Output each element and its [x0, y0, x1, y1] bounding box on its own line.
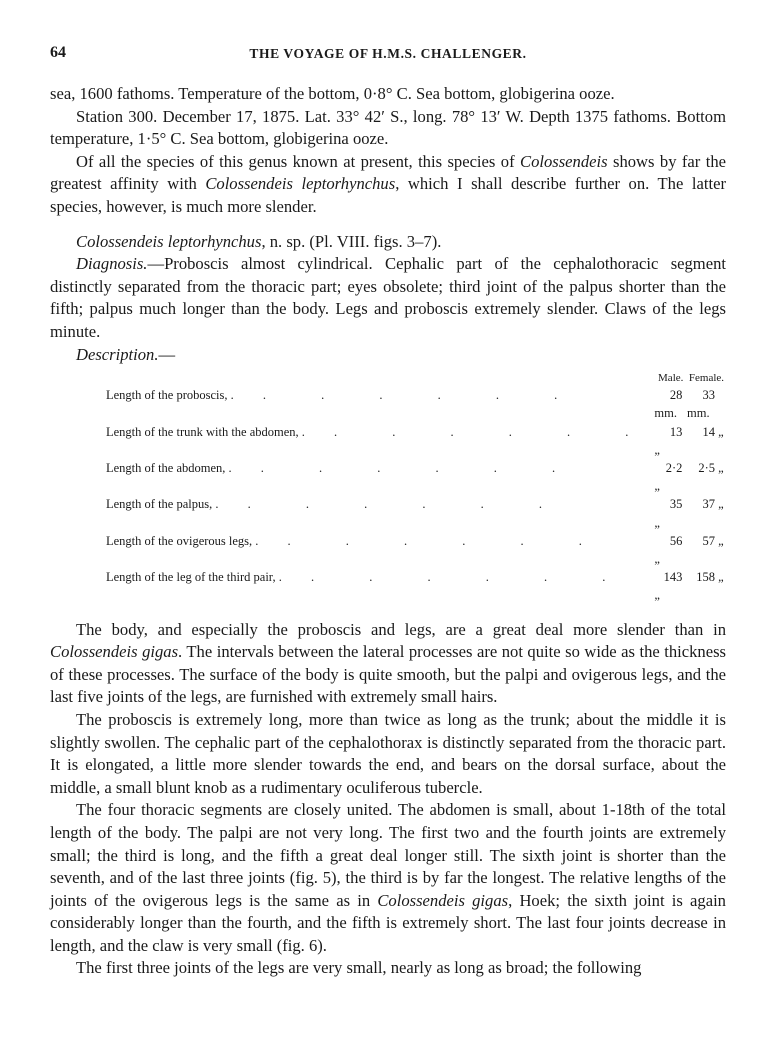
- page-header: [50, 42, 726, 64]
- species-heading-name: Colossendeis leptorhynchus: [76, 231, 262, 251]
- measurement-male-value: 56: [669, 533, 683, 548]
- page-body: [50, 83, 726, 980]
- text-run: Of all the species of this genus known at present, this species of: [76, 151, 520, 171]
- species-heading: [50, 231, 726, 254]
- page-number: 64: [50, 44, 66, 61]
- species-name: Colossendeis leptorhynchus: [205, 174, 396, 194]
- description-dash: —: [158, 344, 176, 364]
- measurement-male: [654, 495, 687, 531]
- measurement-female-value: 33: [702, 388, 715, 403]
- measurement-female-value: 2·5: [698, 460, 715, 475]
- text-run: . The intervals between the lateral processes are not quite so wide as the thickness of these processes. The surface of the body is quite smooth, but the palpi and ovigerous legs, and the last five joints of the legs, are furnished with extremely small hairs.: [50, 642, 726, 707]
- measurement-female: [687, 568, 726, 604]
- measurement-label: Length of the palpus, . . . . . . .: [106, 497, 568, 512]
- header-male: Male.: [658, 372, 684, 385]
- measurement-label: Length of the ovigerous legs, . . . . . . .: [106, 533, 608, 548]
- measurement-female-unit: „: [718, 533, 724, 548]
- measurement-male: [654, 459, 687, 495]
- header-female: Female.: [688, 372, 725, 385]
- measurement-male-unit: „: [654, 588, 660, 603]
- diagnosis-text: —Proboscis almost cylindrical. Cephalic part of the cephalothoracic segment distinctly separated from the thoracic part; eyes obsolete; third joint of the palpus shorter than the fifth; palpus much longer than the body. Legs and proboscis extremely slender. Claws of the legs minute.: [50, 254, 726, 341]
- measurement-female: [687, 386, 726, 422]
- measurement-female-unit: „: [718, 460, 724, 475]
- text-run: , Hoek; the sixth joint is again considerably longer than the fourth, and the fifth is extremely short. The last four joints decrease in length, and the claw is very small (fig. 6).: [50, 890, 726, 955]
- measurement-male-value: 13: [669, 424, 683, 439]
- measurement-female: [687, 532, 726, 568]
- measurement-female: [687, 423, 726, 459]
- description-heading: [76, 344, 726, 367]
- measurement-row: [106, 568, 726, 604]
- paragraph-station-300: Station 300. December 17, 1875. Lat. 33° 42′ S., long. 78° 13′ W. Depth 1375 fathoms. Bottom temperature, 1·5° C. Sea bottom, globigerina ooze.: [50, 106, 726, 149]
- paragraph-leg-joints: The first three joints of the legs are very small, nearly as long as broad; the following: [76, 958, 642, 978]
- measurement-row: [106, 459, 726, 495]
- measurement-female-value: 14: [702, 424, 715, 439]
- measurement-male: [654, 568, 687, 604]
- measurement-female-value: 57: [702, 533, 715, 548]
- measurement-male-value: 28: [669, 388, 683, 403]
- measurement-label: Length of the proboscis, . . . . . . .: [106, 388, 584, 403]
- measurements-table: [106, 370, 726, 604]
- paragraph-proboscis: The proboscis is extremely long, more than twice as long as the trunk; about the middle it is slightly swollen. The cephalic part of the cephalothorax is distinctly separated from the thoracic part. It is elongated, a little more slender towards the end, and bears on the dorsal surface, about the middle, a small blunt knob as a rudimentary oculiferous tubercle.: [50, 709, 726, 797]
- measurement-female-unit: „: [718, 570, 724, 585]
- measurement-male-value: 2·2: [665, 460, 683, 475]
- section-gap: [50, 219, 726, 231]
- measurement-label: Length of the leg of the third pair, . . . . . . .: [106, 570, 632, 585]
- text-run: The four thoracic segments are closely united. The abdomen is small, about 1-18th of the total length of the body. The palpi are not very long. The first two and the fourth joints are extremely small; the third is long, and the fifth a great deal longer still. The sixth joint is shorter than the seventh, and of the last three joints (fig. 5), the third is by far the longest. The relative lengths of the joints of the ovigerous legs is the same as in: [50, 800, 726, 910]
- measurement-male-value: 143: [663, 570, 683, 585]
- paragraph-affinity: [50, 151, 726, 219]
- leader-dots: . . . . . .: [233, 388, 584, 403]
- running-title: THE VOYAGE OF H.M.S. CHALLENGER.: [249, 46, 527, 61]
- header-label-col: [106, 370, 654, 386]
- measurement-female-unit: „: [718, 424, 724, 439]
- species-heading-suffix: , n. sp. (Pl. VIII. figs. 3–7).: [261, 231, 442, 251]
- measurement-male: [654, 532, 687, 568]
- measurement-female-value: 158: [696, 570, 715, 585]
- measurement-row: [106, 386, 726, 422]
- leader-dots: . . . . . .: [218, 497, 568, 512]
- measurement-row: [106, 423, 726, 459]
- text-run: The body, and especially the proboscis and legs, are a great deal more slender than in: [76, 619, 726, 639]
- measurement-label: Length of the abdomen, . . . . . . .: [106, 460, 582, 475]
- leader-dots: . . . . . .: [231, 460, 582, 475]
- measurement-female-unit: „: [718, 497, 724, 512]
- diagnosis-label: Diagnosis.: [76, 254, 148, 274]
- measurement-row: [106, 495, 726, 531]
- measurement-female-value: 37: [702, 497, 715, 512]
- paragraph-thoracic-segments: [50, 799, 726, 957]
- text-run: , which I shall describe further on. The latter species, however, is much more slender.: [50, 174, 726, 216]
- measurement-male-unit: „: [654, 442, 660, 457]
- species-name: Colossendeis gigas: [377, 890, 509, 910]
- measurement-female-unit: mm.: [687, 406, 710, 421]
- measurements-header-row: [106, 370, 726, 386]
- paragraph-station-depth: sea, 1600 fathoms. Temperature of the bottom, 0·8° C. Sea bottom, globigerina ooze.: [50, 84, 615, 103]
- measurement-row: [106, 532, 726, 568]
- diagnosis-paragraph: [50, 253, 726, 343]
- measurement-male: [654, 423, 687, 459]
- measurement-male-unit: „: [654, 551, 660, 566]
- measurement-label: Length of the trunk with the abdomen, . . . . . . .: [106, 424, 655, 439]
- measurement-male-unit: „: [654, 479, 660, 494]
- measurement-female: [687, 459, 726, 495]
- measurement-male-unit: „: [654, 515, 660, 530]
- measurement-male-unit: mm.: [654, 406, 677, 421]
- species-name: Colossendeis gigas: [50, 642, 179, 662]
- leader-dots: . . . . . .: [258, 533, 608, 548]
- measurement-male: [654, 386, 687, 422]
- measurement-male-value: 35: [669, 497, 683, 512]
- leader-dots: . . . . . .: [281, 570, 632, 585]
- genus-name: Colossendeis: [520, 151, 608, 171]
- text-run: shows by far the greatest affinity with: [50, 151, 726, 194]
- leader-dots: . . . . . .: [304, 424, 655, 439]
- paragraph-body-slender: [50, 619, 726, 709]
- measurement-female: [687, 495, 726, 531]
- description-label: Description.: [76, 344, 159, 364]
